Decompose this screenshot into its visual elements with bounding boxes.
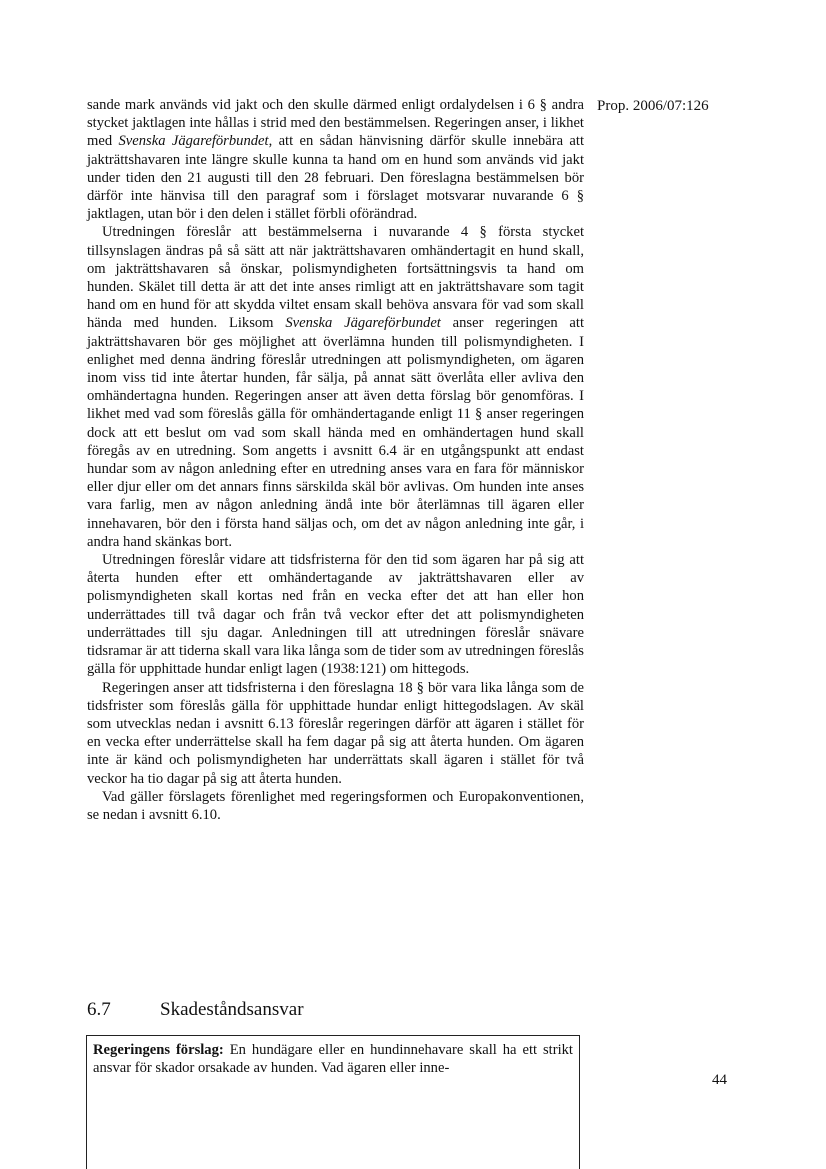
document-reference: Prop. 2006/07:126	[597, 98, 709, 114]
body-text	[87, 96, 584, 824]
paragraph: sande mark används vid jakt och den skulle därmed enligt ordalydelsen i 6 § andra stycket jaktlagen inte hållas i strid med den bestämmelsen. Regeringen anser, i likhet med Svenska Jägareförbundet, att en sådan hänvisning därför skulle innebära att jakträttshavaren inte längre skulle kunna ta hand om en hund som används vid jakt under tiden den 21 augusti till den 28 februari. Den föreslagna bestämmelsen bör därför inte hänvisa till den paragraf som i förslaget motsvarar nuvarande 6 § jaktlagen, utan bör i den delen i stället förbli oförändrad.	[87, 97, 584, 223]
section-number: 6.7	[87, 999, 111, 1020]
page-number: 44	[712, 1072, 727, 1088]
paragraph: Utredningen föreslår vidare att tidsfristerna för den tid som ägaren har på sig att återta hunden efter ett omhändertagande av jakträttshavaren eller av polismyndigheten skall kortas ned från en vecka efter det att han eller hon underrättades till två dagar och från två veckor efter det att polismyndigheten underrättades till sju dagar. Anledningen till att utredningen föreslår snävare tidsramar är att tiderna skall vara lika långa som de tider som av utredningen föreslås gälla för upphittade hundar enligt lagen (1938:121) om hittegods.	[87, 552, 584, 678]
organisation-name: Svenska Jägareförbundet	[118, 133, 269, 150]
proposal-box	[86, 1035, 580, 1169]
paragraph: Regeringen anser att tidsfristerna i den föreslagna 18 § bör vara lika långa som de tidsfrister som föreslås gälla för upphittade hundar enligt hittegodslagen. Av skäl som utvecklas nedan i avsnitt 6.13 föreslår regeringen därför att ägaren i stället för en vecka efter underrättelse skall ha fem dagar på sig att återta hunden. Om ägaren inte är känd och polismyndigheten har underrättats skall ägaren i stället för två veckor ha tio dagar på sig att återta hunden.	[87, 679, 584, 787]
proposal-label: Regeringens förslag:	[93, 1042, 224, 1058]
section-heading	[87, 998, 587, 1022]
section-title: Skadeståndsansvar	[160, 999, 304, 1020]
paragraph: Utredningen föreslår att bestämmelserna i nuvarande 4 § första stycket tillsynslagen ändras på så sätt att när jakträttshavaren omhändertagit en hund skall, om jakträttshavaren så önskar, polismyndigheten fortsättningsvis ta hand om hunden. Skälet till detta är att det inte anses rimligt att en jakträttshavare som tagit hand om en hund för att skydda viltet ensam skall behöva ansvara för vad som skall hända med hunden. Liksom Svenska Jägareförbundet anser regeringen att jakträttshavaren bör ges möjlighet att överlämna hunden till polismyndigheten. I enlighet med denna ändring föreslår utredningen att polismyndigheten, om ägaren inom viss tid inte återtar hunden, får sälja, på annat sätt överlåta eller avliva den omhändertagna hunden. Regeringen anser att även detta förslag bör genomföras. I likhet med vad som föreslås gälla för omhändertagande enligt 11 § anser regeringen dock att ett beslut om vad som skall hända med en omhändertagen hund skall föregås av en utredning. Som angetts i avsnitt 6.4 är en utgångspunkt att endast hundar som av någon anledning efter en utredning anses vara en fara för människor eller djur eller om det annars finns särskilda skäl bör avlivas. Om hunden inte anses vara farlig, men av någon anledning ändå inte bör återlämnas till ägaren eller innehavaren, bör den i första hand säljas och, om det av någon anledning inte går, i andra hand skänkas bort.	[87, 224, 584, 550]
proposal-text: En hundägare eller en hundinnehavare skall ha ett strikt ansvar för skador orsakade av hunden. Vad ägaren eller inne-	[93, 1042, 573, 1077]
organisation-name: Svenska Jägareförbundet	[285, 315, 441, 332]
paragraph: Vad gäller förslagets förenlighet med regeringsformen och Europakonventionen, se nedan i avsnitt 6.10.	[87, 788, 584, 823]
